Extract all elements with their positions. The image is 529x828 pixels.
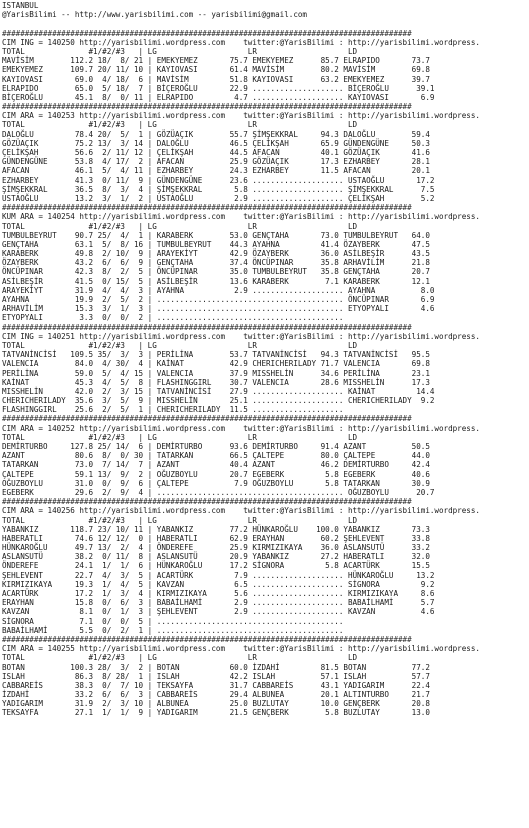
result-row: ETYOPYALI 3.3 0/ 0/ 2 | ......................................... [2,313,344,323]
site-credit-line: @YarisBilimi -- http://www.yarisbilimi.com -- yarisbilimi@gmail.com [2,10,307,20]
section-separator: ########################################################################################## [2,497,412,507]
result-row: TUMBULBEYRUT 90.7 25/ 4/ 1 | KARABERK 53.0 GENÇTAHA 73.0 TUMBULBEYRUT 64.0 [2,230,430,240]
column-header-row: TOTAL #1/#2/#3 | LG LR LD [2,653,358,663]
city-title: ISTANBUL [2,1,39,10]
result-row: ÖZAYBERK 43.2 6/ 6/ 9 | GENÇTAHA 37.4 ÖNCÜPINAR 35.8 ARHAVİLİM 21.8 [2,258,430,268]
result-row: YADIGARIM 31.9 2/ 3/ 10 | ALBUNEA 25.0 BUZLUTAY 10.0 GENÇBERK 20.8 [2,699,430,709]
result-row: CHERICHERILADY 35.6 3/ 5/ 9 | MISSHELİN 25.1 .................... CHERICHERILADY 9.2 [2,396,435,406]
result-row: ASLANSUTÜ 38.2 0/ 11/ 8 | ASLANSUTÜ 20.9 YABANKIZ 27.2 HABERATLI 32.0 [2,552,430,562]
result-row: ÇELİKŞAH 56.6 2/ 11/ 12 | ÇELİKŞAH 44.5 AFACAN 40.1 GÖZÜAÇIK 41.6 [2,148,430,157]
race-header: KUM ARA = 140254 http://yarisbilimi.wordpress.com twitter:@YarisBilimi : http://yarisbilimi.wordpress. [2,212,480,222]
text-line [2,19,527,28]
result-row: CABBAREİS 38.3 0/ 7/ 10 | TEKSAYFA 31.7 CABBAREİS 43.1 YADIGARIM 22.4 [2,680,430,690]
result-row: İZDAHİ 33.2 6/ 6/ 3 | CABBAREİS 29.4 ALBUNEA 20.1 ALTINTURBO 21.7 [2,690,430,700]
column-header-row: TOTAL #1/#2/#3 | LG LR LD [2,46,358,56]
result-row: OĞUZBOYLU 31.0 0/ 9/ 6 | ÇALTEPE 7.9 OĞUZBOYLU 5.8 TATARKAN 30.9 [2,478,430,488]
result-row: AYAHNA 19.9 2/ 5/ 2 | ......................................... ÖNCÜPINAR 6.9 [2,295,435,304]
result-row: ŞEHLEVENT 22.7 4/ 3/ 5 | ACARTÜRK 7.9 .................... HÜNKAROĞLU 13.2 [2,570,435,580]
result-row: YABANKIZ 118.7 23/ 10/ 11 | YABANKIZ 77.2 HÜNKAROĞLU 100.0 YABANKIZ 73.3 [2,524,430,534]
result-row: ÖNDEREFE 24.1 1/ 1/ 6 | HÜNKAROĞLU 17.2 SİGNORA 5.8 ACARTÜRK 15.5 [2,561,430,571]
result-row: KAYIOVASI 69.0 4/ 18/ 6 | MAVİSİM 51.8 KAYIOVASI 63.2 EMEKYEMEZ 39.7 [2,74,430,84]
race-header: CIM ARA = 140256 http://yarisbilimi.wordpress.com twitter:@YarisBilimi : http://yarisbilimi.wordpress. [2,506,480,516]
result-row: EGEBERK 29.6 2/ 9/ 4 | ......................................... OĞUZBOYLU 20.7 [2,487,435,497]
result-row: EZHARBEY 41.3 0/ 11/ 9 | GÜNDENGÜNE 23.6 .................... USTAOĞLU 17.2 [2,175,435,185]
result-row: ÇALTEPE 59.1 13/ 9/ 2 | OĞUZBOYLU 20.7 EGEBERK 5.8 EGEBERK 40.6 [2,469,430,479]
section-separator: ########################################################################################## [2,634,412,644]
result-row: ASİLBEŞİR 41.5 0/ 15/ 5 | ASİLBEŞİR 13.6 KARABERK 7.1 KARABERK 12.1 [2,276,430,286]
result-row: ERAYHAN 15.8 0/ 6/ 3 | BABAİLHAMİ 2.9 .................... BABAİLHAMİ 5.7 [2,598,435,608]
result-row: AFACAN 46.1 5/ 4/ 11 | EZHARBEY 24.3 EZHARBEY 11.5 AFACAN 20.1 [2,166,430,176]
result-row: MAVİSİM 112.2 18/ 8/ 21 | EMEKYEMEZ 75.7 EMEKYEMEZ 85.7 ELRAPIDO 73.7 [2,56,430,66]
result-row: GENÇTAHA 63.1 5/ 8/ 16 | TUMBULBEYRUT 44.3 AYAHNA 41.4 ÖZAYBERK 47.5 [2,239,430,249]
section-separator: ########################################################################################## [2,28,412,38]
column-header-row: TOTAL #1/#2/#3 | LG LR LD [2,120,358,130]
result-row: GÜNDENGÜNE 53.8 4/ 17/ 2 | AFACAN 25.9 GÖZÜAÇIK 17.3 EZHARBEY 28.1 [2,157,430,167]
result-row: KAVZAN 8.1 0/ 1/ 3 | ŞEHLEVENT 2.9 .................... KAVZAN 4.6 [2,607,435,617]
result-row: BABAİLHAMİ 5.5 0/ 2/ 1 | ......................................... [2,625,344,635]
result-row: BİÇEROĞLU 45.1 8/ 0/ 11 | ELRAPIDO 4.7 .................... KAYIOVASI 6.9 [2,92,435,102]
column-header-row: TOTAL #1/#2/#3 | LG LR LD [2,432,358,442]
result-row: ISLAH 86.3 8/ 28/ 1 | ISLAH 42.2 ISLAH 57.1 ISLAH 57.7 [2,671,430,681]
result-row: ARAYEKİYT 31.9 4/ 4/ 3 | AYAHNA 2.9 .................... AYAHNA 8.0 [2,285,435,295]
result-row: EMEKYEMEZ 109.7 20/ 11/ 10 | KAYIOVASI 61.4 MAVİSİM 80.2 MAVİSİM 69.8 [2,65,430,75]
result-row: KARABERK 49.8 2/ 10/ 9 | ARAYEKİYT 42.9 ÖZAYBERK 36.0 ASİLBEŞİR 43.5 [2,249,430,259]
race-header: CIM ARA = 140255 http://yarisbilimi.wordpress.com twitter:@YarisBilimi : http://yarisbilimi.wordpress. [2,644,480,654]
column-header-row: TOTAL #1/#2/#3 | LG LR LD [2,340,358,350]
result-row: HÜNKAROĞLU 49.7 13/ 2/ 4 | ÖNDEREFE 25.9 KIRMIZIKAYA 36.0 ASLANSUTÜ 33.2 [2,543,430,553]
column-header-row: TOTAL #1/#2/#3 | LG LR LD [2,515,358,525]
result-row: BOTAN 100.3 28/ 3/ 2 | BOTAN 60.0 İZDAHİ 81.5 BOTAN 77.2 [2,662,430,672]
result-row: KAİNAT 45.3 4/ 5/ 8 | FLASHINGGIRL 30.7 VALENCIA 28.6 MISSHELİN 17.3 [2,377,430,387]
result-row: TATARKAN 73.0 7/ 14/ 7 | AZANT 40.4 AZANT 46.2 DEMİRTURBO 42.4 [2,460,430,470]
result-row: ACARTÜRK 17.2 1/ 3/ 4 | KIRMIZIKAYA 5.6 .................... KIRMIZIKAYA 8.6 [2,589,435,598]
result-row: ARHAVİLİM 15.3 3/ 1/ 3 | ......................................... ETYOPYALI 4.6 [2,304,435,314]
result-row: KIRMIZIKAYA 19.3 1/ 4/ 5 | KAVZAN 6.5 .................... SİGNORA 9.2 [2,579,435,589]
race-header: CIM ARA = 140253 http://yarisbilimi.wordpress.com twitter:@YarisBilimi : http://yarisbilimi.wordpress. [2,111,480,121]
result-row: DALOĞLU 78.4 20/ 5/ 1 | GÖZÜAÇIK 55.7 ŞİMŞEKKRAL 94.3 DALOĞLU 59.4 [2,129,430,139]
result-row: SİGNORA 7.1 0/ 0/ 5 | ......................................... [2,616,344,626]
race-header: CIM ARA = 140252 http://yarisbilimi.wordpress.com twitter:@YarisBilimi : http://yarisbilimi.wordpress. [2,423,480,433]
result-row: FLASHINGGIRL 25.6 2/ 5/ 1 | CHERICHERILADY 11.5 .................... [2,405,344,415]
result-row: DEMİRTURBO 127.8 25/ 14/ 6 | DEMİRTURBO 93.6 DEMİRTURBO 91.4 AZANT 50.5 [2,442,430,451]
section-separator: ########################################################################################## [2,102,412,112]
result-row: TATVANİNCİSİ 109.5 35/ 3/ 3 | PERİLİNA 53.7 TATVANİNCİSİ 94.3 TATVANİNCİSİ 95.5 [2,350,430,360]
race-header: CIM ING = 140250 http://yarisbilimi.wordpress.com twitter:@YarisBilimi : http://yarisbilimi.wordpress. [2,37,480,47]
result-row: ŞİMŞEKKRAL 36.5 8/ 3/ 4 | ŞİMŞEKKRAL 5.8 .................... ŞİMŞEKKRAL 7.5 [2,184,435,194]
section-separator: ########################################################################################## [2,322,412,332]
result-row: ELRAPIDO 65.0 5/ 18/ 7 | BİÇEROĞLU 22.9 .................... BİÇEROĞLU 39.1 [2,83,435,93]
section-separator: ########################################################################################## [2,203,412,213]
result-row: VALENCIA 84.0 4/ 30/ 4 | KAİNAT 42.9 CHERICHERILADY 71.7 VALENCIA 69.8 [2,359,430,369]
result-row: PERİLİNA 59.0 5/ 4/ 15 | VALENCIA 37.9 MISSHELİN 34.6 PERİLİNA 23.1 [2,368,430,378]
result-row: ÖNCÜPINAR 42.3 8/ 2/ 5 | ÖNCÜPINAR 35.0 TUMBULBEYRUT 35.8 GENÇTAHA 20.7 [2,267,430,277]
result-row: HABERATLI 74.6 12/ 12/ 0 | HABERATLI 62.9 ERAYHAN 60.2 ŞEHLEVENT 33.8 [2,533,430,543]
result-row: AZANT 80.6 8/ 0/ 30 | TATARKAN 66.5 ÇALTEPE 80.0 ÇALTEPE 44.0 [2,451,430,461]
column-header-row: TOTAL #1/#2/#3 | LG LR LD [2,221,358,231]
section-separator: ########################################################################################## [2,414,412,424]
result-row: MISSHELİN 42.0 2/ 3/ 15 | TATVANİNCİSİ 27.9 .................... KAİNAT 14.4 [2,386,435,396]
result-row: TEKSAYFA 27.1 1/ 1/ 9 | YADIGARIM 21.5 GENÇBERK 5.8 BUZLUTAY 13.0 [2,708,430,718]
result-row: USTAOĞLU 13.2 3/ 1/ 2 | USTAOĞLU 2.9 .................... ÇELİKŞAH 5.2 [2,193,435,203]
result-row: GÖZÜAÇIK 75.2 13/ 3/ 14 | DALOĞLU 46.5 ÇELİKŞAH 65.9 GÜNDENGÜNE 50.3 [2,138,430,148]
race-header: CIM ING = 140251 http://yarisbilimi.wordpress.com twitter:@YarisBilimi : http://yarisbilimi.wordpress. [2,331,480,341]
